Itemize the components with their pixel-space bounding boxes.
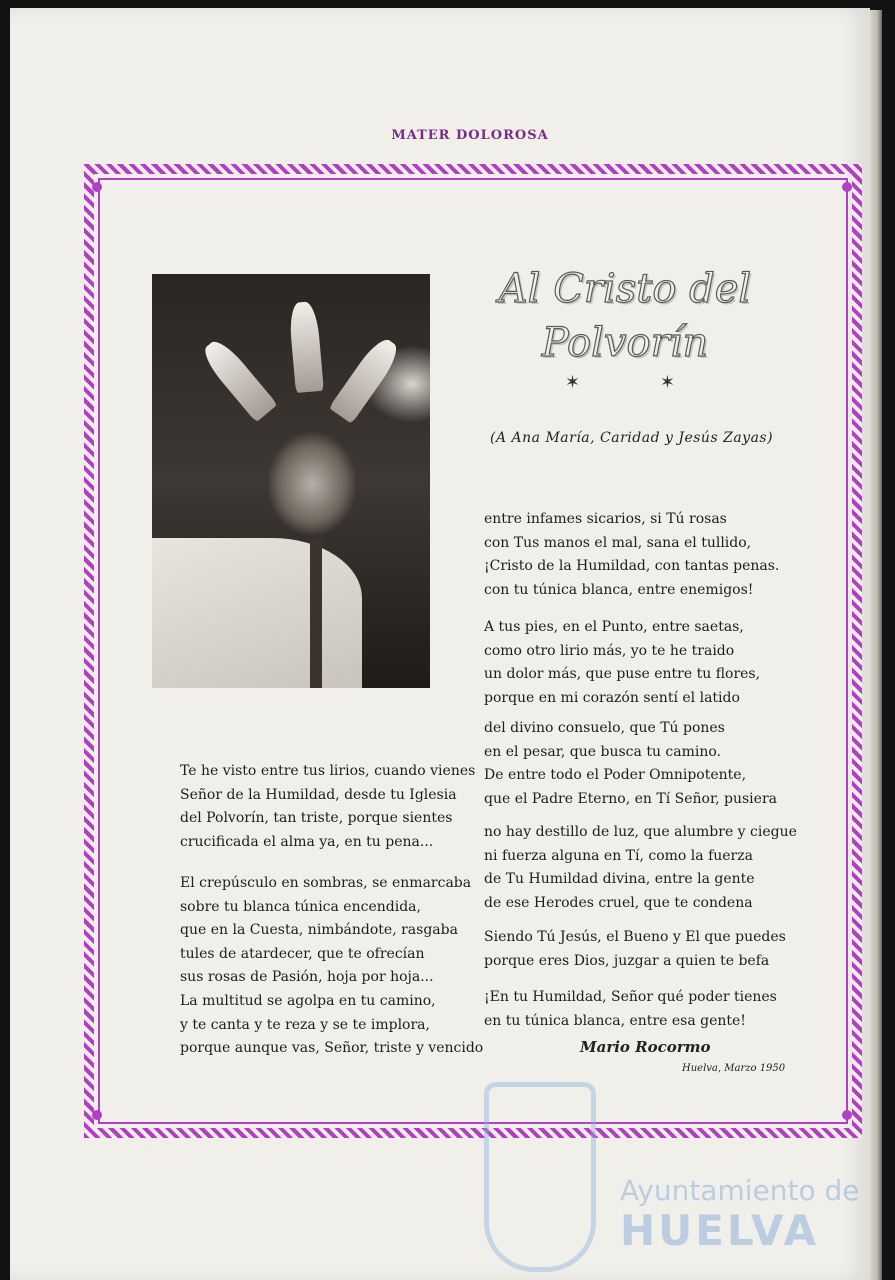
verse-line: en el pesar, que busca tu camino.	[484, 743, 721, 760]
verse-line: entre infames sicarios, si Tú rosas	[484, 511, 727, 527]
verse-line: porque en mi corazón sentí el latido	[484, 689, 740, 706]
place-date: Huelva, Marzo 1950	[682, 1063, 786, 1074]
verse-line: de ese Herodes cruel, que te condena	[484, 894, 753, 911]
halo-ray	[288, 301, 324, 393]
verse-line: sus rosas de Pasión, hoja por hoja...	[180, 969, 434, 986]
verse-line: De entre todo el Poder Omnipotente,	[484, 767, 747, 784]
verse-line: Señor de la Humildad, desde tu Iglesia	[180, 786, 457, 803]
verse-line: La multitud se agolpa en tu camino,	[180, 992, 436, 1009]
frame-corner-dot	[92, 1110, 102, 1120]
author-signature: Mario Rocormo	[580, 1038, 711, 1056]
dedication: (A Ana María, Caridad y Jesús Zayas)	[490, 430, 774, 446]
star-icon: ✶	[659, 372, 675, 393]
verse-line: ni fuerza alguna en Tí, como la fuerza	[484, 847, 753, 864]
verse-line: del Polvorín, tan triste, porque sientes	[180, 810, 453, 827]
star-icon: ✶	[565, 372, 581, 393]
verse-line: con Tus manos el mal, sana el tullido,	[484, 534, 752, 551]
verse-line: ¡En tu Humildad, Señor qué poder tienes	[484, 989, 777, 1005]
verse-line: de Tu Humildad divina, entre la gente	[484, 871, 755, 888]
right-stanza-4	[484, 821, 797, 915]
left-stanza-2	[180, 872, 483, 1061]
poem-title	[470, 262, 780, 370]
right-stanza-5	[484, 926, 786, 973]
verse-line: Siendo Tú Jesús, el Bueno y El que puedes	[484, 929, 786, 945]
frame-corner-dot	[842, 182, 852, 192]
verse-line: del divino consuelo, que Tú pones	[484, 720, 725, 736]
watermark-line-1: Ayuntamiento de	[620, 1174, 860, 1207]
christ-photo	[152, 274, 430, 688]
page-header: MATER DOLOROSA	[391, 128, 549, 143]
verse-line: no hay destillo de luz, que alumbre y ciegue	[484, 824, 797, 840]
verse-line: que el Padre Eterno, en Tí Señor, pusiera	[484, 790, 777, 807]
halo-ray	[329, 334, 404, 424]
watermark-line-2: HUELVA	[620, 1206, 820, 1255]
frame-corner-dot	[92, 182, 102, 192]
left-stanza-1	[180, 760, 475, 854]
robe-cord	[310, 538, 322, 688]
right-stanza-2	[484, 616, 760, 710]
white-robe	[152, 538, 362, 688]
right-stanza-1	[484, 508, 779, 602]
verse-line: crucificada el alma ya, en tu pena...	[180, 833, 434, 850]
verse-line: sobre tu blanca túnica encendida,	[180, 898, 421, 915]
watermark	[484, 1082, 894, 1277]
verse-line: Te he visto entre tus lirios, cuando vienes	[180, 763, 476, 779]
verse-line: porque aunque vas, Señor, triste y vencido	[180, 1040, 484, 1057]
verse-line: un dolor más, que puse entre tu flores,	[484, 666, 761, 683]
verse-line: ¡Cristo de la Humildad, con tantas penas.	[484, 558, 780, 575]
right-stanza-6	[484, 986, 777, 1033]
verse-line: tules de atardecer, que te ofrecían	[180, 945, 425, 962]
star-ornaments	[565, 372, 675, 393]
verse-line: y te canta y te reza y se te implora,	[180, 1016, 430, 1033]
halo-ray	[198, 336, 277, 423]
verse-line: en tu túnica blanca, entre esa gente!	[484, 1012, 746, 1029]
title-line-2: Polvorín	[541, 320, 709, 366]
city-shield-icon	[484, 1082, 596, 1272]
verse-line: con tu túnica blanca, entre enemigos!	[484, 581, 754, 598]
right-stanza-3	[484, 717, 777, 811]
verse-line: A tus pies, en el Punto, entre saetas,	[484, 619, 744, 635]
verse-line: El crepúsculo en sombras, se enmarcaba	[180, 875, 472, 891]
title-line-1: Al Cristo del	[498, 266, 752, 312]
verse-line: como otro lirio más, yo te he traido	[484, 642, 735, 659]
verse-line: que en la Cuesta, nimbándote, rasgaba	[180, 922, 458, 939]
verse-line: porque eres Dios, juzgar a quien te befa	[484, 952, 770, 969]
